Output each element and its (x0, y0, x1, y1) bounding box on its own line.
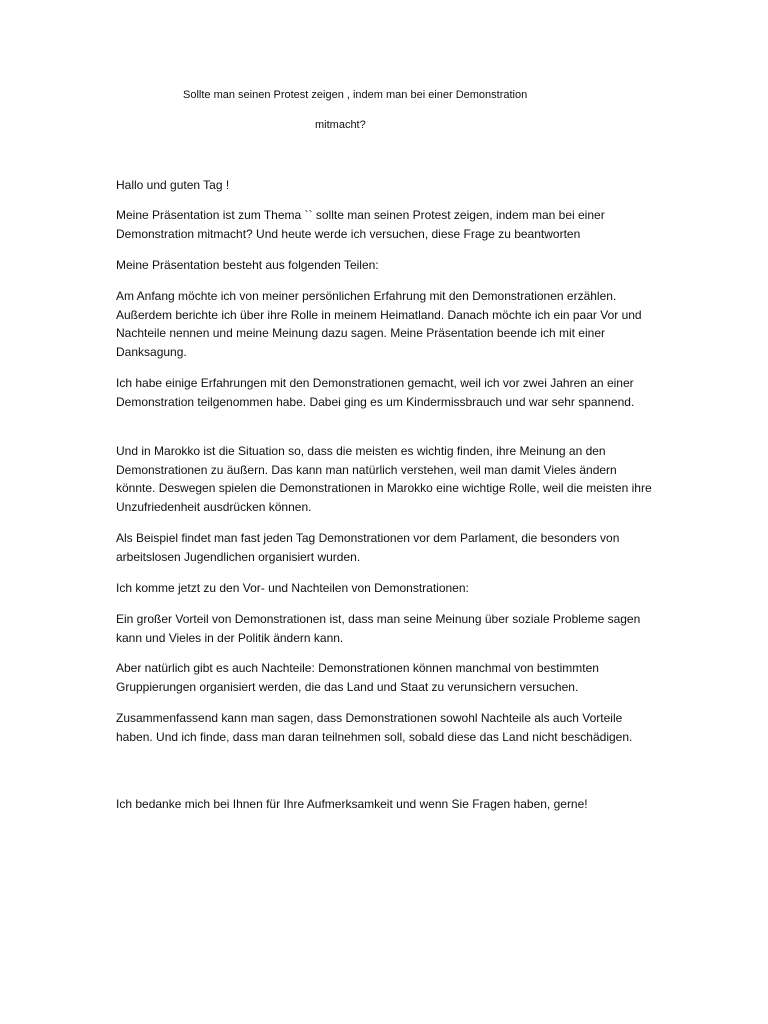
paragraph-pros-cons-intro: Ich komme jetzt zu den Vor- und Nachteilen von Demonstrationen: (116, 581, 469, 595)
paragraph-greeting: Hallo und guten Tag ! (116, 178, 230, 192)
paragraph-outline: Am Anfang möchte ich von meiner persönlichen Erfahrung mit den Demonstrationen erzählen. Außerdem berichte ich über ihre Rolle in meinem Heimatland. Danach möchte ich ein paar Vor und Nachteile nennen und meine Meinung dazu sagen. Meine Präsentation beende ich mit einer Danksagung. (116, 289, 642, 359)
paragraph-topic: Meine Präsentation ist zum Thema `` sollte man seinen Protest zeigen, indem man bei einer Demonstration mitmacht? Und heute werde ich versuchen, diese Frage zu beantworten (116, 208, 605, 241)
paragraph-example: Als Beispiel findet man fast jeden Tag Demonstrationen vor dem Parlament, die besonders von arbeitslosen Jugendlichen organisiert wurden. (116, 531, 620, 564)
paragraph-disadvantage: Aber natürlich gibt es auch Nachteile: Demonstrationen können manchmal von bestimmten Gruppierungen organisiert werden, die das Land und Staat zu verunsichern versuchen. (116, 661, 599, 694)
paragraph-parts: Meine Präsentation besteht aus folgenden Teilen: (116, 258, 379, 272)
document-title-line-1: Sollte man seinen Protest zeigen , indem man bei einer Demonstration (183, 89, 528, 101)
paragraph-advantage: Ein großer Vorteil von Demonstrationen ist, dass man seine Meinung über soziale Probleme sagen kann und Vieles in der Politik ändern kann. (116, 612, 641, 645)
paragraph-conclusion: Zusammenfassend kann man sagen, dass Demonstrationen sowohl Nachteile als auch Vorteile haben. Und ich finde, dass man daran teilnehmen soll, sobald diese das Land nicht beschädigen. (116, 711, 633, 744)
paragraph-experience: Ich habe einige Erfahrungen mit den Demonstrationen gemacht, weil ich vor zwei Jahren an einer Demonstration teilgenommen habe. Dabei ging es um Kindermissbrauch und war sehr spannend. (116, 376, 635, 409)
paragraph-thanks: Ich bedanke mich bei Ihnen für Ihre Aufmerksamkeit und wenn Sie Fragen haben, gerne! (116, 797, 588, 811)
paragraph-morocco: Und in Marokko ist die Situation so, dass die meisten es wichtig finden, ihre Meinung an den Demonstrationen zu äußern. Das kann man natürlich verstehen, weil man damit Vieles ändern könnte. Deswegen spielen die Demonstrationen in Marokko eine wichtige Rolle, weil die meisten ihre Unzufriedenheit ausdrücken können. (116, 444, 652, 514)
document-title-line-2: mitmacht? (315, 119, 366, 131)
